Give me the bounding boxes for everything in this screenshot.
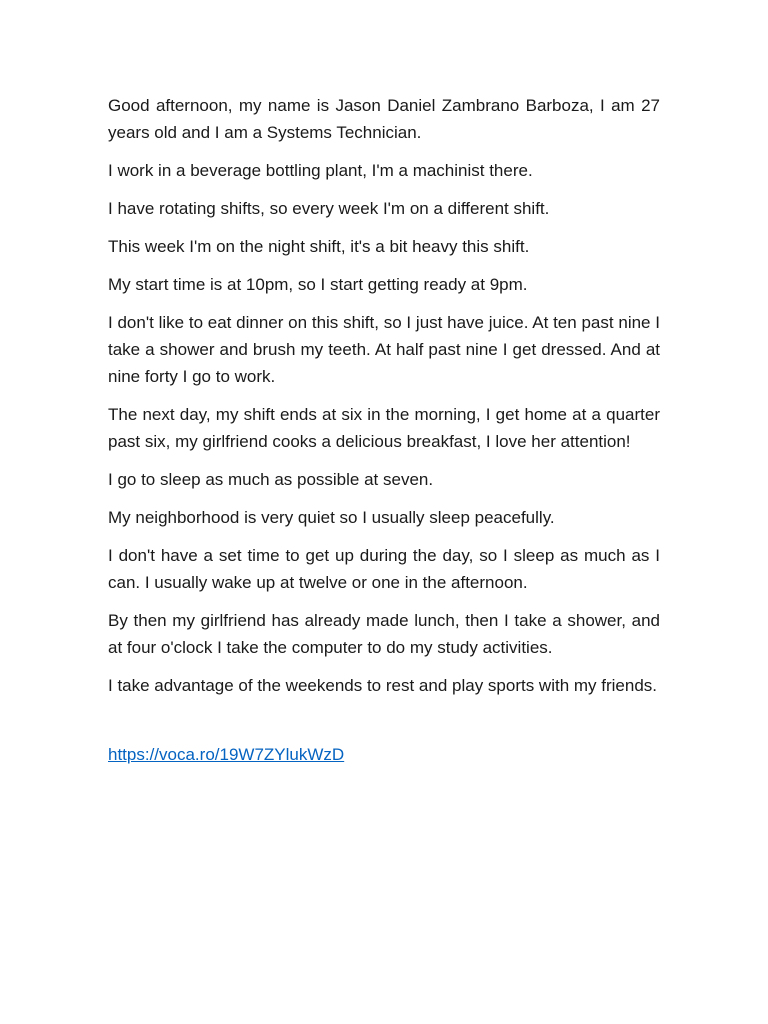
paragraph-rotating-shifts: I have rotating shifts, so every week I'm on a different shift. [108, 199, 550, 218]
paragraph-sleep-time: I go to sleep as much as possible at seven. [108, 470, 434, 489]
paragraph-night-shift: This week I'm on the night shift, it's a bit heavy this shift. [108, 237, 530, 256]
paragraph-wake-up: I don't have a set time to get up during the day, so I sleep as much as I can. I usually wake up at twelve or one in the afternoon. [108, 546, 660, 592]
paragraph-workplace: I work in a beverage bottling plant, I'm a machinist there. [108, 161, 533, 180]
paragraph-afternoon: By then my girlfriend has already made lunch, then I take a shower, and at four o'clock I take the computer to do my study activities. [108, 611, 660, 657]
document-body [108, 92, 660, 768]
paragraph-introduction: Good afternoon, my name is Jason Daniel Zambrano Barboza, I am 27 years old and I am a Systems Technician. [108, 96, 660, 142]
audio-link-line [108, 741, 660, 768]
paragraph-morning-return: The next day, my shift ends at six in the morning, I get home at a quarter past six, my girlfriend cooks a delicious breakfast, I love her attention! [108, 405, 660, 451]
paragraph-start-time: My start time is at 10pm, so I start getting ready at 9pm. [108, 275, 528, 294]
paragraph-evening-routine: I don't like to eat dinner on this shift, so I just have juice. At ten past nine I take a shower and brush my teeth. At half past nine I get dressed. And at nine forty I go to work. [108, 313, 660, 386]
paragraph-neighborhood: My neighborhood is very quiet so I usually sleep peacefully. [108, 508, 555, 527]
paragraph-weekends: I take advantage of the weekends to rest and play sports with my friends. [108, 676, 658, 695]
audio-link[interactable]: https://voca.ro/19W7ZYlukWzD [108, 745, 345, 764]
